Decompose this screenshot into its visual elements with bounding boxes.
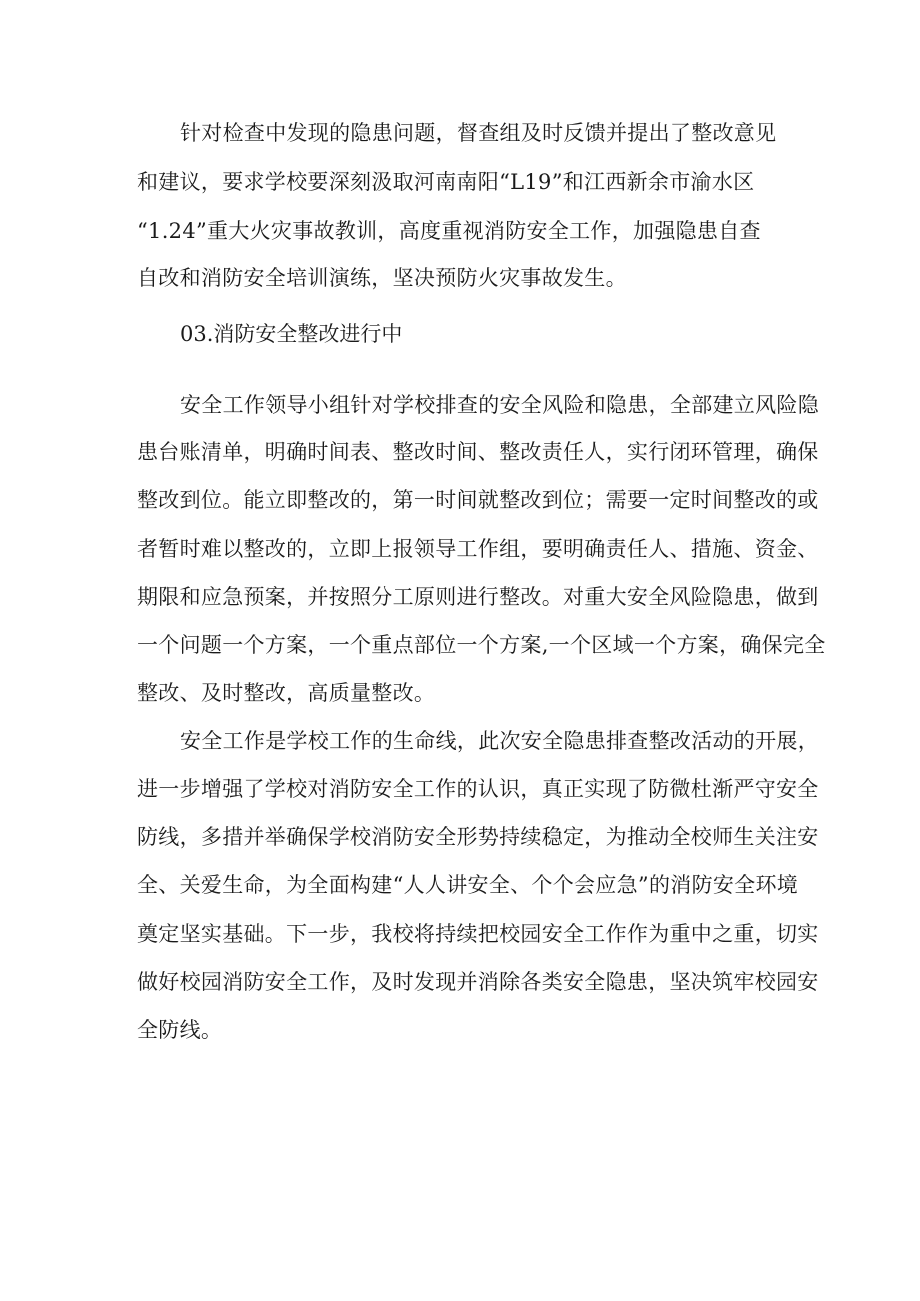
paragraph-2-line-4: 者暂时难以整改的，立即上报领导工作组，要明确责任人、措施、资金、 [137,537,819,561]
paragraph-3-line-2: 进一步增强了学校对消防安全工作的认识，真正实现了防微杜渐严守安全 [137,777,819,801]
paragraph-2-line-7: 整改、及时整改，高质量整改。 [137,681,436,705]
paragraph-1-line-1: 针对检查中发现的隐患问题，督查组及时反馈并提出了整改意见 [180,121,777,145]
paragraph-1-line-3: “1.24”重大火灾事故教训，高度重视消防安全工作，加强隐患自查 [137,219,761,243]
paragraph-3-line-6: 做好校园消防安全工作，及时发现并消除各类安全隐患，坚决筑牢校园安 [137,970,819,994]
paragraph-2-line-1: 安全工作领导小组针对学校排查的安全风险和隐患，全部建立风险隐 [180,393,819,417]
paragraph-2-line-6: 一个问题一个方案，一个重点部位一个方案,一个区域一个方案，确保完全 [137,633,826,657]
paragraph-2-line-2: 患台账清单，明确时间表、整改时间、整改责任人，实行闭环管理，确保 [137,440,819,464]
section-heading: 03.消防安全整改进行中 [180,322,403,346]
paragraph-3-line-5: 奠定坚实基础。下一步，我校将持续把校园安全工作作为重中之重，切实 [137,922,819,946]
paragraph-3-line-4: 全、关爱生命，为全面构建“人人讲安全、个个会应急”的消防安全环境 [137,873,799,897]
paragraph-2-line-5: 期限和应急预案，并按照分工原则进行整改。对重大安全风险隐患，做到 [137,585,819,609]
paragraph-3-line-3: 防线，多措并举确保学校消防安全形势持续稳定，为推动全校师生关注安 [137,825,819,849]
paragraph-2-line-3: 整改到位。能立即整改的，第一时间就整改到位；需要一定时间整改的或 [137,488,819,512]
paragraph-1-line-4: 自改和消防安全培训演练，坚决预防火灾事故发生。 [137,266,627,290]
paragraph-3-line-1: 安全工作是学校工作的生命线，此次安全隐患排查整改活动的开展， [180,729,819,753]
paragraph-3-line-7: 全防线。 [137,1018,223,1042]
paragraph-1-line-2: 和建议，要求学校要深刻汲取河南南阳“L19”和江西新余市渝水区 [137,170,755,194]
